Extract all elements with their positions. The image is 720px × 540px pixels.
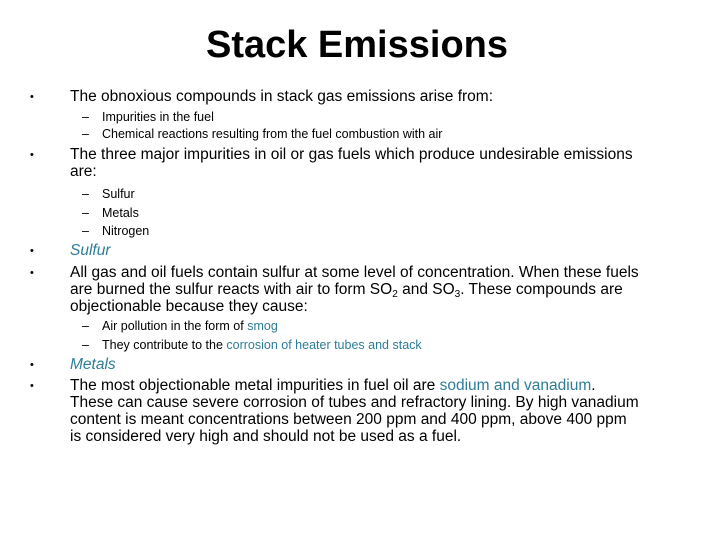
sub-item-air-pollution: – Air pollution in the form of smog <box>82 319 278 333</box>
sub-item-impurities <box>82 109 682 125</box>
sub-item-chemical-reactions <box>82 126 682 142</box>
highlight-sodium-vanadium: sodium and vanadium <box>439 377 592 394</box>
paragraph-line: All gas and oil fuels contain sulfur at some level of concentration. When these fuels <box>70 264 639 281</box>
sub-item-text: Nitrogen <box>102 224 150 238</box>
paragraph-line: are burned the sulfur reacts with air to form $SO_2$ and $SO_3$. These compounds are <box>70 281 623 300</box>
paragraph-sulfur <box>70 264 690 315</box>
bullet-marker: • <box>30 267 34 279</box>
bullet-marker: • <box>30 359 34 371</box>
bullet-marker: • <box>30 245 34 257</box>
dash-marker: – <box>82 187 89 201</box>
heading-sulfur: Sulfur <box>70 242 111 259</box>
bullet-marker: • <box>30 380 34 392</box>
sub-item-nitrogen <box>82 223 682 239</box>
paragraph-line: The three major impurities in oil or gas fuels which produce undesirable emissions <box>70 146 633 163</box>
paragraph-major-impurities <box>70 146 690 180</box>
dash-marker: – <box>82 224 89 238</box>
subscript: 2 <box>392 289 398 300</box>
sub-item-corrosion: – They contribute to the corrosion of heater tubes and stack <box>82 338 422 352</box>
highlight-smog: smog <box>247 319 278 333</box>
sub-item-text: Sulfur <box>102 187 135 201</box>
paragraph-metals <box>70 377 690 445</box>
sub-item-text: Chemical reactions resulting from the fuel combustion with air <box>102 127 443 141</box>
dash-marker: – <box>82 319 89 333</box>
heading-metals: Metals <box>70 356 116 373</box>
paragraph-line: The most objectionable metal impurities in fuel oil are sodium and vanadium. <box>70 377 596 394</box>
sub-item-text: Impurities in the fuel <box>102 110 214 124</box>
dash-marker: – <box>82 127 89 141</box>
paragraph-line: is considered very high and should not be used as a fuel. <box>70 428 462 445</box>
sub-item-text: Metals <box>102 206 139 220</box>
sub-item-metals <box>82 205 682 221</box>
paragraph-line: These can cause severe corrosion of tubes and refractory lining. By high vanadium <box>70 394 639 411</box>
subscript: 3 <box>454 289 461 300</box>
sub-item-sulfur <box>82 186 682 202</box>
paragraph-line: are: <box>70 163 97 180</box>
dash-marker: – <box>82 338 89 352</box>
paragraph-emission-sources: The obnoxious compounds in stack gas emissions arise from: <box>70 88 494 105</box>
highlight-corrosion: corrosion of heater tubes and stack <box>226 338 422 352</box>
dash-marker: – <box>82 206 89 220</box>
bullet-marker: • <box>30 149 34 161</box>
dash-marker: – <box>82 110 89 124</box>
bullet-marker: • <box>30 91 34 103</box>
slide-title: Stack Emissions <box>205 24 509 66</box>
paragraph-line: content is meant concentrations between 200 ppm and 400 ppm, above 400 ppm <box>70 411 627 428</box>
paragraph-line: objectionable because they cause: <box>70 298 308 315</box>
